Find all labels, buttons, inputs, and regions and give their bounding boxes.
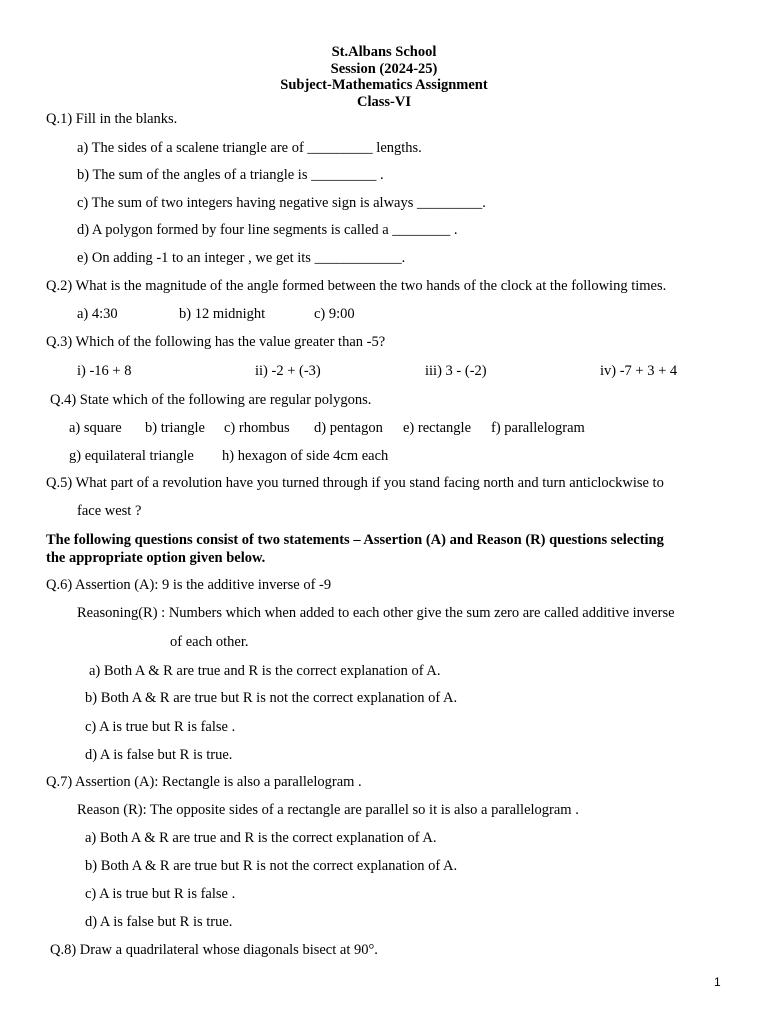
q4-f: f) parallelogram [491, 420, 585, 436]
q6-reason-line1: Reasoning(R) : Numbers which when added to each other give the sum zero are called additive inverse [77, 605, 675, 621]
q5-line2: face west ? [77, 503, 142, 519]
q5-line1: Q.5) What part of a revolution have you turned through if you stand facing north and turn anticlockwise to [46, 475, 664, 491]
instructions-line2: the appropriate option given below. [46, 550, 266, 566]
q3-i: i) -16 + 8 [77, 363, 132, 379]
q3-title: Q.3) Which of the following has the value greater than -5? [46, 334, 386, 350]
q2-a: a) 4:30 [77, 306, 118, 322]
q6-option-a: a) Both A & R are true and R is the correct explanation of A. [89, 663, 441, 679]
q6-option-c: c) A is true but R is false . [85, 719, 236, 735]
q4-g: g) equilateral triangle [69, 448, 194, 464]
q1-title: Q.1) Fill in the blanks. [46, 111, 178, 127]
q7-option-b: b) Both A & R are true but R is not the correct explanation of A. [85, 858, 458, 874]
q6-option-d: d) A is false but R is true. [85, 747, 233, 763]
q1-e: e) On adding -1 to an integer , we get its ____________. [77, 250, 406, 266]
q3-ii: ii) -2 + (-3) [255, 363, 321, 379]
q7-assertion: Q.7) Assertion (A): Rectangle is also a parallelogram . [46, 774, 362, 790]
q6-reason-line2: of each other. [170, 634, 249, 650]
subject-label: Subject-Mathematics Assignment [280, 77, 488, 93]
q2-title: Q.2) What is the magnitude of the angle formed between the two hands of the clock at the following times. [46, 278, 667, 294]
q4-h: h) hexagon of side 4cm each [222, 448, 389, 464]
q6-assertion: Q.6) Assertion (A): 9 is the additive inverse of -9 [46, 577, 332, 593]
q4-c: c) rhombus [224, 420, 290, 436]
q3-iii: iii) 3 - (-2) [425, 363, 487, 379]
session-label: Session (2024-25) [330, 60, 438, 77]
document-header [0, 44, 768, 110]
school-name: St.Albans School [331, 44, 437, 60]
q4-a: a) square [69, 420, 122, 436]
q1-c: c) The sum of two integers having negative sign is always _________. [77, 195, 486, 211]
q8-title: Q.8) Draw a quadrilateral whose diagonals bisect at 90°. [50, 942, 378, 958]
page-number: 1 [714, 975, 721, 989]
q4-d: d) pentagon [314, 420, 383, 436]
q2-c: c) 9:00 [314, 306, 355, 322]
q1-a: a) The sides of a scalene triangle are of _________ lengths. [77, 140, 422, 156]
q7-option-d: d) A is false but R is true. [85, 914, 233, 930]
class-label: Class-VI [357, 93, 411, 110]
instructions-line1: The following questions consist of two statements – Assertion (A) and Reason (R) questions selecting [46, 532, 664, 548]
q7-reason: Reason (R): The opposite sides of a rectangle are parallel so it is also a parallelogram . [77, 802, 579, 818]
q2-b: b) 12 midnight [179, 306, 266, 322]
q3-iv: iv) -7 + 3 + 4 [600, 363, 678, 379]
q6-option-b: b) Both A & R are true but R is not the correct explanation of A. [85, 690, 458, 706]
q1-d: d) A polygon formed by four line segments is called a ________ . [77, 222, 458, 238]
q7-option-c: c) A is true but R is false . [85, 886, 236, 902]
q1-b: b) The sum of the angles of a triangle is _________ . [77, 167, 384, 183]
q4-title: Q.4) State which of the following are regular polygons. [50, 392, 372, 408]
q7-option-a: a) Both A & R are true and R is the correct explanation of A. [85, 830, 437, 846]
q4-b: b) triangle [145, 420, 205, 436]
q4-e: e) rectangle [403, 420, 472, 436]
